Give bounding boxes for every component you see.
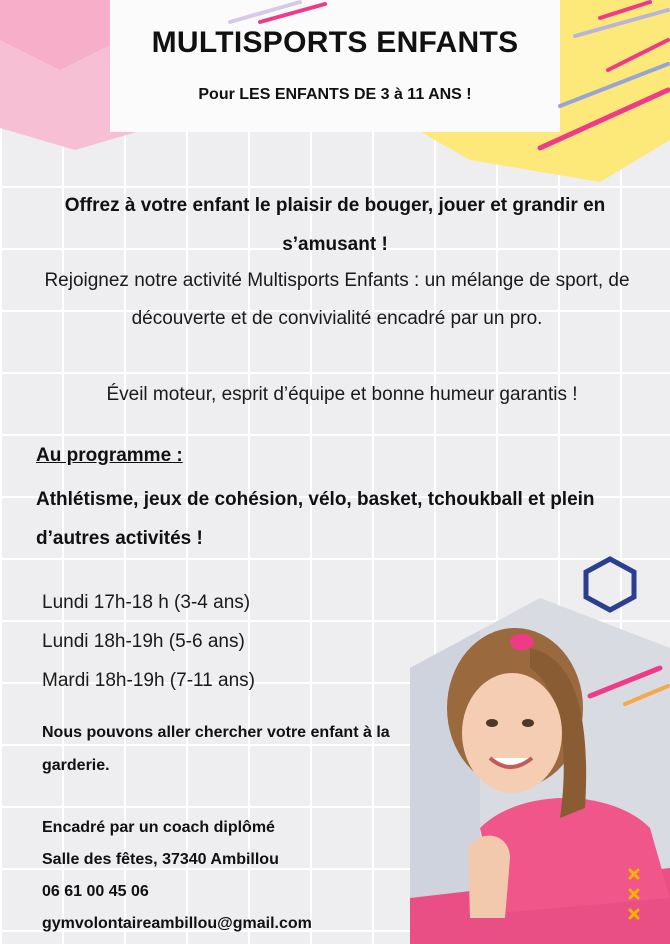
intro-heading: Offrez à votre enfant le plaisir de bouger, jouer et grandir en s’amusant ! (64, 195, 606, 255)
schedule-list (42, 583, 255, 700)
child-photo (410, 598, 670, 944)
pickup-note: Nous pouvons aller chercher votre enfant à la garderie. (42, 724, 390, 774)
intro-paragraph: Rejoignez notre activité Multisports Enfants : un mélange de sport, de découverte et de convivialité encadré par un pro. (44, 270, 630, 329)
program-text: Athlétisme, jeux de cohésion, vélo, basket, tchoukball et plein d’autres activités ! (36, 489, 595, 549)
page-title: MULTISPORTS ENFANTS (151, 26, 519, 59)
schedule-item: Lundi 18h-19h (5-6 ans) (42, 631, 245, 652)
intro-tagline: Éveil moteur, esprit d’équipe et bonne humeur garantis ! (106, 384, 578, 405)
contact-block (42, 812, 402, 940)
phone-number: 06 61 00 45 06 (42, 883, 149, 900)
coach-info: Encadré par un coach diplômé (42, 819, 275, 836)
schedule-item: Mardi 18h-19h (7-11 ans) (42, 670, 255, 691)
location-info: Salle des fêtes, 37340 Ambillou (42, 851, 279, 868)
page-subtitle: Pour LES ENFANTS DE 3 à 11 ANS ! (198, 86, 472, 103)
program-heading: Au programme : (36, 445, 183, 466)
schedule-item: Lundi 17h-18 h (3-4 ans) (42, 592, 251, 613)
email-address: gymvolontaireambillou@gmail.com (42, 915, 312, 932)
